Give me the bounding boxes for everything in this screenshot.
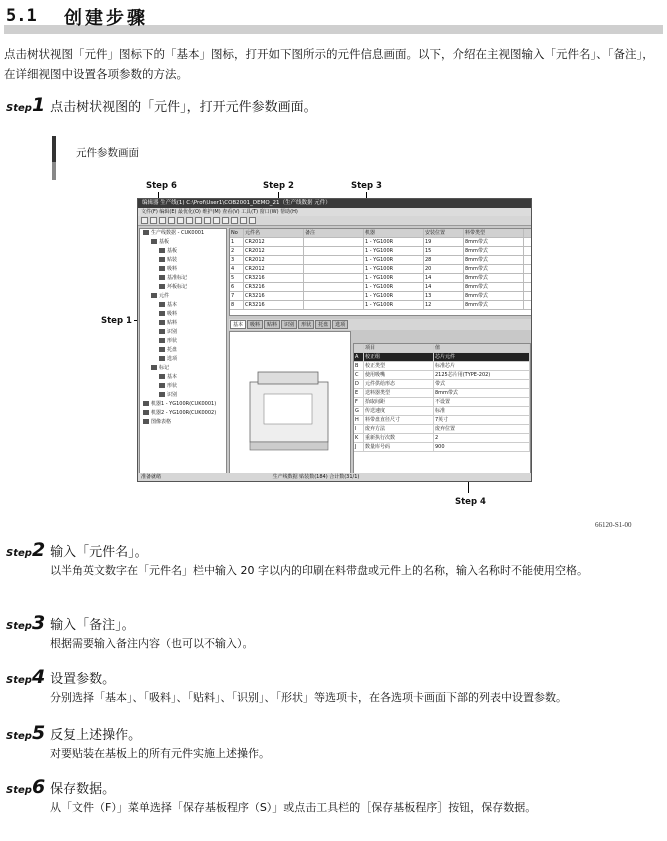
step-title: 保存数据。	[50, 782, 116, 797]
tree-item-label: 贴装	[167, 257, 178, 263]
tab-4[interactable]: 形状	[298, 320, 314, 329]
tree-item-label: 基本	[167, 302, 178, 308]
copy-icon[interactable]	[186, 217, 193, 224]
grid-cell[interactable]	[304, 238, 364, 246]
figure-bar-accent	[52, 162, 56, 180]
param-cell[interactable]: D	[354, 380, 364, 388]
tree-item-label: 识别	[167, 392, 178, 398]
step-1-heading	[6, 94, 317, 116]
param-cell[interactable]: 元件供给形态	[364, 380, 434, 388]
param-cell[interactable]: 900	[434, 443, 530, 451]
grid-cell[interactable]	[304, 274, 364, 282]
param-cell[interactable]: 拾取间距	[364, 398, 434, 406]
section-number: 5.1	[6, 6, 37, 26]
param-cell[interactable]: 废弃方法	[364, 425, 434, 433]
toolbar	[138, 216, 531, 226]
step-3-body: 根据需要输入备注内容（也可以不输入）。	[50, 637, 254, 650]
param-cell[interactable]	[354, 344, 364, 352]
step-number: 3	[31, 612, 46, 634]
grid-cell[interactable]	[304, 256, 364, 264]
param-cell[interactable]: 传送速度	[364, 407, 434, 415]
tree-item[interactable]	[140, 346, 226, 355]
param-row[interactable]	[354, 425, 530, 434]
figure-code: 66120-S1-00	[595, 521, 632, 529]
step-number: 4	[31, 666, 46, 688]
param-row[interactable]	[354, 443, 530, 452]
grid-cell[interactable]: CR3216	[244, 283, 304, 291]
image-icon[interactable]	[240, 217, 247, 224]
grid-cell[interactable]: 1	[230, 238, 244, 246]
tree-item[interactable]	[140, 274, 226, 283]
tree-node-icon	[143, 419, 149, 424]
tree-item[interactable]	[140, 400, 226, 409]
paste-icon[interactable]	[195, 217, 202, 224]
tree-item[interactable]	[140, 238, 226, 247]
component-grid	[229, 228, 532, 316]
grid-cell[interactable]: 8mm带式	[464, 274, 524, 282]
grid-cell[interactable]: 1 - YG100R	[364, 301, 424, 309]
param-cell[interactable]: 2125芯片用(TYPE-202)	[434, 371, 530, 379]
grid-cell[interactable]: 15	[424, 247, 464, 255]
table-row[interactable]	[230, 274, 531, 283]
tree-item-label: 形状	[167, 338, 178, 344]
grid-cell[interactable]: CR2012	[244, 238, 304, 246]
status-text: 生产线数据 贴装数(184) 合计数(31/1)	[272, 474, 360, 480]
tree-node-icon	[151, 239, 157, 244]
param-header-row[interactable]	[354, 344, 530, 353]
tree-item-label: 识别	[167, 329, 178, 335]
tree-item-label: 吸料	[167, 311, 178, 317]
tree-item-label: 基准标记	[167, 275, 188, 281]
window-titlebar: 编辑器 生产线(1) C:\Prof\User1\COB2001_DEMO_21（生产线数据 元件）	[138, 199, 531, 208]
new-icon[interactable]	[141, 217, 148, 224]
grid-cell[interactable]	[304, 301, 364, 309]
tree-item[interactable]	[140, 328, 226, 337]
tree-item[interactable]	[140, 301, 226, 310]
param-cell[interactable]: 废弃位置	[434, 425, 530, 433]
tree-node-icon	[151, 293, 157, 298]
component-preview	[229, 331, 351, 474]
detail-tabs	[229, 319, 532, 330]
print-icon[interactable]	[168, 217, 175, 224]
grid-cell[interactable]: 1 - YG100R	[364, 292, 424, 300]
figure-caption: 元件参数画面	[76, 147, 139, 159]
step-title: 设置参数。	[50, 672, 116, 687]
grid-cell[interactable]: CR2012	[244, 247, 304, 255]
grid-cell[interactable]: No	[230, 229, 244, 237]
tree-item[interactable]	[140, 229, 226, 238]
grid-cell[interactable]: CR3216	[244, 301, 304, 309]
step-label: Step	[6, 548, 32, 559]
grid-cell[interactable]: 5	[230, 274, 244, 282]
grid-cell[interactable]: 1 - YG100R	[364, 265, 424, 273]
grid-cell[interactable]: CR3216	[244, 292, 304, 300]
grid-cell[interactable]: 3	[230, 256, 244, 264]
undo-icon[interactable]	[204, 217, 211, 224]
tree-node-icon	[151, 365, 157, 370]
step-number: 2	[31, 539, 46, 561]
grid-cell[interactable]: 8mm带式	[464, 292, 524, 300]
grid-cell[interactable]: CR2012	[244, 265, 304, 273]
grid-cell[interactable]: 19	[424, 238, 464, 246]
tree-item-label: 贴料	[167, 320, 178, 326]
tree-node-icon	[159, 275, 165, 280]
section-title: 创建步骤	[64, 8, 148, 29]
param-cell[interactable]: 7英寸	[434, 416, 530, 424]
param-cell[interactable]: H	[354, 416, 364, 424]
tree-item-label: 基板	[167, 248, 178, 254]
table-row[interactable]	[230, 301, 531, 310]
step-4-body: 分别选择「基本」、「吸料」、「贴料」、「识别」、「形状」等选项卡，在各选项卡画面下部的列表中设置参数。	[50, 691, 567, 704]
param-cell[interactable]: C	[354, 371, 364, 379]
tree-item-label: 机器2 - YG100R(CUK0002)	[151, 410, 217, 416]
tree-item[interactable]	[140, 364, 226, 373]
step-number: 6	[31, 776, 46, 798]
tree-node-icon	[159, 383, 165, 388]
tab-0[interactable]: 基本	[230, 320, 246, 329]
step-number: 5	[31, 722, 46, 744]
param-cell[interactable]: 值	[434, 344, 530, 352]
param-cell[interactable]: G	[354, 407, 364, 415]
param-cell[interactable]: 重新执行次数	[364, 434, 434, 442]
table-row[interactable]	[230, 256, 531, 265]
param-cell[interactable]: A	[354, 353, 364, 361]
param-row[interactable]	[354, 407, 530, 416]
param-row[interactable]	[354, 362, 530, 371]
grid-cell[interactable]: 料带类型	[464, 229, 524, 237]
param-cell[interactable]: J	[354, 443, 364, 451]
tree-item-label: 图像表格	[151, 419, 172, 425]
callout-step4: Step 4	[455, 497, 486, 507]
step-label: Step	[6, 731, 32, 742]
grid-cell[interactable]: 1 - YG100R	[364, 256, 424, 264]
tree-item[interactable]	[140, 319, 226, 328]
tree-node-icon	[159, 356, 165, 361]
param-cell[interactable]: E	[354, 389, 364, 397]
grid-cell[interactable]: 元件名	[244, 229, 304, 237]
param-cell[interactable]: 使用吸嘴	[364, 371, 434, 379]
param-row[interactable]	[354, 353, 530, 362]
callout-step1: Step 1	[101, 316, 132, 326]
grid-cell[interactable]: 1 - YG100R	[364, 274, 424, 282]
step-title: 输入「元件名」。	[50, 545, 148, 560]
grid-header-row[interactable]	[230, 229, 531, 238]
grid-cell[interactable]: 8	[230, 301, 244, 309]
param-cell[interactable]: 标准芯片	[434, 362, 530, 370]
step-5-body: 对要贴装在基板上的所有元件实施上述操作。	[50, 747, 270, 760]
param-cell[interactable]: 不设置	[434, 398, 530, 406]
tree-node-icon	[143, 230, 149, 235]
param-cell[interactable]: 项目	[364, 344, 434, 352]
grid-cell[interactable]: 14	[424, 274, 464, 282]
tree-node-icon	[159, 311, 165, 316]
tab-2[interactable]: 贴料	[264, 320, 280, 329]
grid-cell[interactable]: 12	[424, 301, 464, 309]
open-icon[interactable]	[150, 217, 157, 224]
grid-cell[interactable]: 1 - YG100R	[364, 283, 424, 291]
tree-node-icon	[159, 338, 165, 343]
grid-cell[interactable]: 14	[424, 283, 464, 291]
tree-item[interactable]	[140, 355, 226, 364]
step-label: Step	[6, 785, 32, 796]
param-cell[interactable]: 数量库号码	[364, 443, 434, 451]
param-cell[interactable]: 芯片元件	[434, 353, 530, 361]
tree-item[interactable]	[140, 256, 226, 265]
grid-cell[interactable]	[304, 283, 364, 291]
step-label: Step	[6, 103, 32, 114]
grid-cell[interactable]: 28	[424, 256, 464, 264]
tree-node-icon	[159, 392, 165, 397]
step-title: 点击树状视图的「元件」，打开元件参数画面。	[50, 100, 317, 115]
step-2-body: 以半角英文数字在「元件名」栏中输入 20 字以内的印刷在料带盘或元件上的名称，输入名称时不能使用空格。	[50, 564, 588, 577]
param-cell[interactable]: 带式	[434, 380, 530, 388]
grid-cell[interactable]: 2	[230, 247, 244, 255]
tree-node-icon	[159, 284, 165, 289]
grid-cell[interactable]: 6	[230, 283, 244, 291]
tree-item-label: 托盘	[167, 347, 178, 353]
tree-item-label: 选项	[167, 356, 178, 362]
tree-node-icon	[159, 257, 165, 262]
section-header	[4, 4, 663, 34]
grid-cell[interactable]: 4	[230, 265, 244, 273]
table-row[interactable]	[230, 247, 531, 256]
tree-node-icon	[143, 410, 149, 415]
tree-item[interactable]	[140, 265, 226, 274]
tree-item[interactable]	[140, 409, 226, 418]
tree-item-label: 吸料	[167, 266, 178, 272]
ready-text: 准备就绪	[141, 474, 162, 480]
param-row[interactable]	[354, 389, 530, 398]
param-cell[interactable]: B	[354, 362, 364, 370]
callout-step6: Step 6	[146, 181, 177, 191]
tree-item[interactable]	[140, 382, 226, 391]
tree-node-icon	[159, 329, 165, 334]
grid-cell[interactable]: 安装位置	[424, 229, 464, 237]
tree-item-label: 基本	[167, 374, 178, 380]
sort-icon[interactable]	[222, 217, 229, 224]
tree-node-icon	[159, 266, 165, 271]
param-cell[interactable]: 8mm带式	[434, 389, 530, 397]
parameter-list	[353, 343, 531, 474]
tree-item[interactable]	[140, 292, 226, 301]
tree-item[interactable]	[140, 418, 226, 427]
step-title: 反复上述操作。	[50, 728, 142, 743]
param-cell[interactable]: 2	[434, 434, 530, 442]
tree-item[interactable]	[140, 391, 226, 400]
grid-cell[interactable]: 8mm带式	[464, 265, 524, 273]
param-row[interactable]	[354, 416, 530, 425]
menu-bar[interactable]: 文件(F) 编辑(E) 最优化(O) 维护(M) 查看(V) 工具(T) 窗口(W) 帮助(H)	[138, 208, 531, 216]
grid-cell[interactable]: 20	[424, 265, 464, 273]
step-title: 输入「备注」。	[50, 618, 135, 633]
table-row[interactable]	[230, 283, 531, 292]
grid-cell[interactable]: 机器	[364, 229, 424, 237]
tree-node-icon	[159, 374, 165, 379]
tree-item-label: 标记	[159, 365, 170, 371]
tab-5[interactable]: 托盘	[315, 320, 331, 329]
step-6-body: 从「文件（F）」菜单选择「保存基板程序（S）」或点击工具栏的［保存基板程序］按钮，保存数据。	[50, 801, 537, 814]
param-cell[interactable]: 送料器类型	[364, 389, 434, 397]
tree-item-label: 坏板标记	[167, 284, 188, 290]
tree-item-label: 生产线数据 - CUK0001	[151, 230, 205, 236]
tree-item[interactable]	[140, 373, 226, 382]
table-row[interactable]	[230, 292, 531, 301]
tree-item-label: 机器1 - YG100R(CUK0001)	[151, 401, 217, 407]
step-4-heading	[6, 666, 115, 688]
param-cell[interactable]: 料带盘直径尺寸	[364, 416, 434, 424]
grid-cell[interactable]: 7	[230, 292, 244, 300]
grid-cell[interactable]: CR2012	[244, 256, 304, 264]
grid-cell[interactable]: 1 - YG100R	[364, 247, 424, 255]
tree-item[interactable]	[140, 247, 226, 256]
save-icon[interactable]	[159, 217, 166, 224]
param-cell[interactable]: K	[354, 434, 364, 442]
tree-item-label: 元件	[159, 293, 170, 299]
grid-cell[interactable]	[304, 265, 364, 273]
callout-step2: Step 2	[263, 181, 294, 191]
step-6-heading	[6, 776, 115, 798]
grid-cell[interactable]: 备注	[304, 229, 364, 237]
tree-view	[139, 228, 227, 474]
param-cell[interactable]: 标准	[434, 407, 530, 415]
param-cell[interactable]: 校正类型	[364, 362, 434, 370]
grid-cell[interactable]: 8mm带式	[464, 283, 524, 291]
tree-node-icon	[159, 248, 165, 253]
cut-icon[interactable]	[177, 217, 184, 224]
grid-cell[interactable]: 8mm带式	[464, 256, 524, 264]
tree-item[interactable]	[140, 310, 226, 319]
status-bar	[138, 473, 531, 481]
param-cell[interactable]: 校正组	[364, 353, 434, 361]
tree-node-icon	[143, 401, 149, 406]
help-icon[interactable]	[249, 217, 256, 224]
step-2-heading	[6, 539, 148, 561]
grid-cell[interactable]: 1 - YG100R	[364, 238, 424, 246]
tab-3[interactable]: 识别	[281, 320, 297, 329]
param-cell[interactable]: I	[354, 425, 364, 433]
param-cell[interactable]: F	[354, 398, 364, 406]
param-row[interactable]	[354, 380, 530, 389]
param-row[interactable]	[354, 371, 530, 380]
tree-item-label: 基板	[159, 239, 170, 245]
tab-6[interactable]: 选项	[332, 320, 348, 329]
step-5-heading	[6, 722, 141, 744]
tree-item[interactable]	[140, 283, 226, 292]
step-number: 1	[31, 94, 46, 116]
step-label: Step	[6, 621, 32, 632]
grid-cell[interactable]: 8mm带式	[464, 301, 524, 309]
tree-node-icon	[159, 302, 165, 307]
callout-step3: Step 3	[351, 181, 382, 191]
app-window	[137, 198, 532, 482]
param-row[interactable]	[354, 398, 530, 407]
grid-cell[interactable]: CR3216	[244, 274, 304, 282]
filter-icon[interactable]	[231, 217, 238, 224]
tree-node-icon	[159, 347, 165, 352]
grid-cell[interactable]: 8mm带式	[464, 247, 524, 255]
tree-item[interactable]	[140, 337, 226, 346]
table-row[interactable]	[230, 265, 531, 274]
tree-node-icon	[159, 320, 165, 325]
tab-1[interactable]: 吸料	[247, 320, 263, 329]
param-row[interactable]	[354, 434, 530, 443]
grid-cell[interactable]	[304, 292, 364, 300]
intro-paragraph: 点击树状视图「元件」图标下的「基本」图标，打开如下图所示的元件信息画面。以下，介绍在主视图输入「元件名」、「备注」，在详细视图中设置各项参数的方法。	[4, 47, 654, 81]
tree-item-label: 形状	[167, 383, 178, 389]
grid-cell[interactable]: 8mm带式	[464, 238, 524, 246]
grid-cell[interactable]: 13	[424, 292, 464, 300]
step-label: Step	[6, 675, 32, 686]
step-3-heading	[6, 612, 135, 634]
grid-icon[interactable]	[213, 217, 220, 224]
grid-cell[interactable]	[304, 247, 364, 255]
table-row[interactable]	[230, 238, 531, 247]
